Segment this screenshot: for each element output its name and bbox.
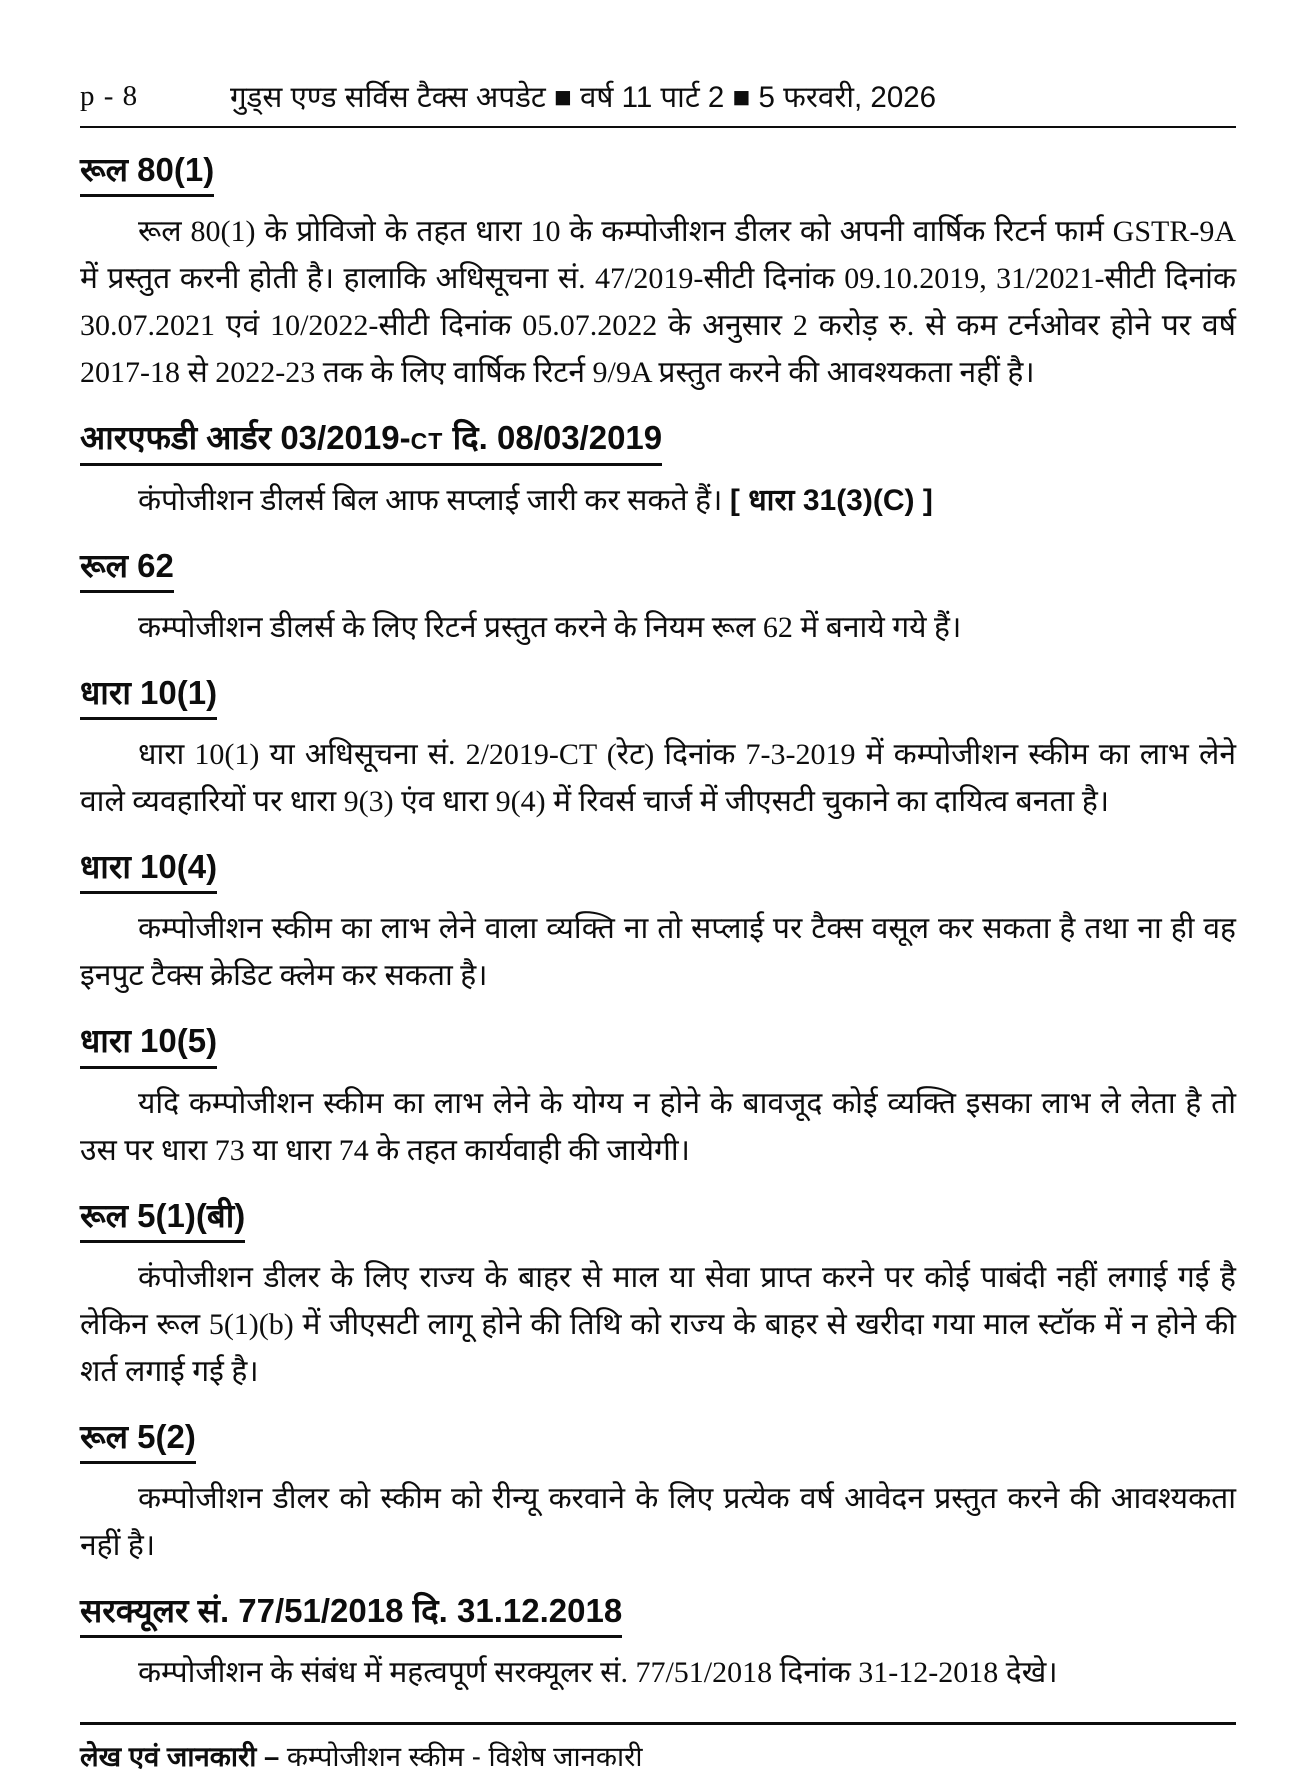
section-body xyxy=(80,1649,1236,1696)
section-dhara-10-4 xyxy=(80,846,1236,999)
body-text: यदि कम्पोजीशन स्कीम का लाभ लेने के योग्य न होने के बावजूद कोई व्यक्ति इसका लाभ ले लेता है तो उस पर धारा 73 या धारा 74 के तहत कार्यवाही की जायेगी। xyxy=(80,1086,1236,1167)
section-heading xyxy=(80,1416,1236,1464)
body-text: कम्पोजीशन डीलर्स के लिए रिटर्न प्रस्तुत करने के नियम रूल 62 में बनाये गये हैं। xyxy=(138,610,962,644)
heading-underline xyxy=(80,672,217,720)
section-body xyxy=(80,1080,1236,1174)
header-title: गुड्स एण्ड सर्विस टैक्स अपडेट ■ वर्ष 11 पार्ट 2 ■ 5 फरवरी, 2026 xyxy=(229,81,937,114)
section-body xyxy=(80,1475,1236,1569)
section-heading xyxy=(80,1020,1236,1068)
heading-underline xyxy=(80,545,174,593)
section-dhara-10-1 xyxy=(80,672,1236,825)
heading-underline xyxy=(80,1590,622,1638)
heading-underline xyxy=(80,1195,245,1243)
section-body xyxy=(80,731,1236,825)
body-text: कंपोजीशन डीलर्स बिल आफ सप्लाई जारी कर सकते हैं। xyxy=(138,483,730,517)
body-text: कम्पोजीशन स्कीम का लाभ लेने वाला व्यक्ति ना तो सप्लाई पर टैक्स वसूल कर सकता है तथा ना ही वह इनपुट टैक्स क्रेडिट क्लेम कर सकता है। xyxy=(80,912,1236,993)
body-bold-reference: [ धारा 31(3)(C) ] xyxy=(729,483,933,517)
footer-label: लेख एवं जानकारी – xyxy=(80,1741,280,1773)
body-text: कम्पोजीशन डीलर को स्कीम को रीन्यू करवाने के लिए प्रत्येक वर्ष आवेदन प्रस्तुत करने की आवश्यकता नहीं है। xyxy=(80,1482,1236,1562)
heading-text: रूल 5(1)(बी) xyxy=(80,1196,246,1234)
body-text: रूल 80(1) के प्रोविजो के तहत धारा 10 के कम्पोजीशन डीलर को अपनी वार्षिक रिटर्न फार्म GSTR-9A में प्रस्तुत करनी होती है। हालाकि अधिसूचना सं. 47/2019-सीटी दिनांक 09.10.2019, 31/2021-सीटी दिनांक 30.07.2021 एवं 10/2022-सीटी दिनांक 05.07.2022 के अनुसार 2 करोड़ रु. से कम टर्नओवर होने पर वर्ष 2017-18 से 2022-23 तक के लिए वार्षिक रिटर्न 9/9A प्रस्तुत करने की आवश्यकता नहीं है। xyxy=(80,215,1236,390)
section-rule-80-1 xyxy=(80,149,1236,396)
heading-underline xyxy=(80,1416,196,1464)
section-body xyxy=(80,604,1236,651)
footer-text: कम्पोजीशन स्कीम - विशेष जानकारी xyxy=(279,1741,643,1773)
body-text: कंपोजीशन डीलर के लिए राज्य के बाहर से माल या सेवा प्राप्त करने पर कोई पाबंदी नहीं लगाई गई है लेकिन रूल 5(1)(b) में जीएसटी लागू होने की तिथि को राज्य के बाहर से खरीदा गया माल स्टॉक में न होने की शर्त लगाई गई है। xyxy=(80,1260,1236,1388)
section-rule-5-1-b xyxy=(80,1195,1236,1395)
heading-underline xyxy=(80,149,214,197)
page-footer xyxy=(80,1739,1236,1775)
section-rule-62 xyxy=(80,545,1236,651)
body-text: कम्पोजीशन के संबंध में महत्वपूर्ण सरक्यूलर सं. 77/51/2018 दिनांक 31-12-2018 देखे। xyxy=(138,1656,1058,1690)
heading-ct-abbrev: CT xyxy=(410,428,444,455)
heading-text: रूल 62 xyxy=(80,546,174,584)
header-divider xyxy=(80,126,1236,128)
heading-text: रूल 5(2) xyxy=(80,1417,196,1455)
section-rule-5-2 xyxy=(80,1416,1236,1569)
heading-text: रूल 80(1) xyxy=(80,151,215,188)
section-heading xyxy=(80,417,1236,465)
section-body xyxy=(80,208,1236,396)
section-rfd-order xyxy=(80,417,1236,523)
section-circular-77-51-2018 xyxy=(80,1590,1236,1696)
page-header xyxy=(80,78,1236,118)
heading-text-rest: दि. 08/03/2019 xyxy=(443,419,663,457)
footer-divider xyxy=(80,1722,1236,1725)
section-heading xyxy=(80,1590,1236,1638)
section-dhara-10-5 xyxy=(80,1020,1236,1173)
section-heading xyxy=(80,149,1236,197)
heading-underline xyxy=(80,846,217,894)
heading-text: धारा 10(5) xyxy=(80,1022,218,1060)
section-body xyxy=(80,905,1236,999)
section-heading xyxy=(80,672,1236,720)
page-number: p - 8 xyxy=(80,80,139,112)
section-heading xyxy=(80,846,1236,894)
heading-text: धारा 10(1) xyxy=(80,673,218,711)
heading-text: सरक्यूलर सं. 77/51/2018 दि. 31.12.2018 xyxy=(80,1592,623,1629)
section-body xyxy=(80,1254,1236,1395)
heading-underline xyxy=(80,1020,217,1068)
section-heading xyxy=(80,545,1236,593)
heading-text: आरएफडी आर्डर 03/2019- xyxy=(80,419,411,457)
heading-text: धारा 10(4) xyxy=(80,848,218,885)
section-body xyxy=(80,477,1236,524)
body-text: धारा 10(1) या अधिसूचना सं. 2/2019-CT (रेट) दिनांक 7-3-2019 में कम्पोजीशन स्कीम का लाभ लेने वाले व्यवहारियों पर धारा 9(3) एंव धारा 9(4) में रिवर्स चार्ज में जीएसटी चुकाने का दायित्व बनता है। xyxy=(80,738,1236,818)
heading-underline xyxy=(80,417,662,465)
section-heading xyxy=(80,1195,1236,1243)
